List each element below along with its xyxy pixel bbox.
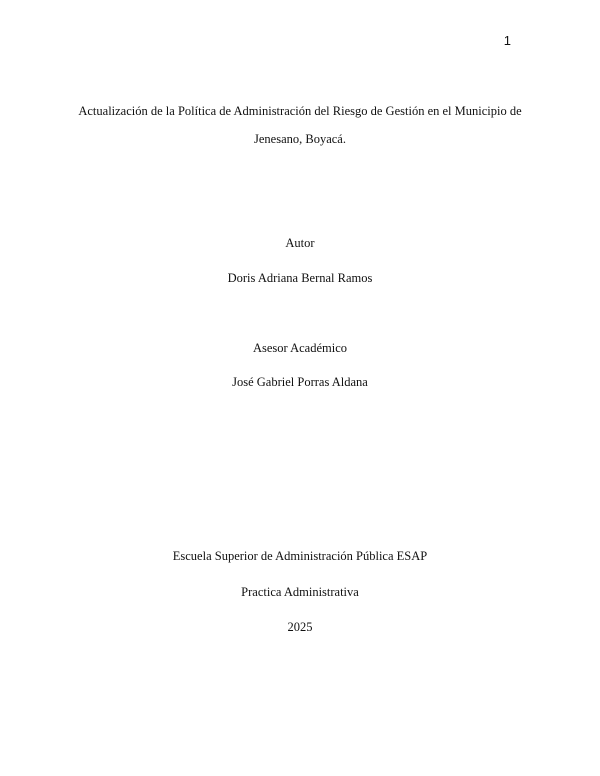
program-name: Practica Administrativa: [241, 585, 359, 599]
page-number: 1: [503, 33, 511, 48]
institution-name: Escuela Superior de Administración Pública ESAP: [172, 549, 428, 563]
advisor-label: Asesor Académico: [252, 341, 348, 355]
document-title-line-2: Jenesano, Boyacá.: [254, 132, 346, 146]
document-year: 2025: [287, 620, 313, 634]
advisor-name: José Gabriel Porras Aldana: [232, 375, 368, 389]
author-name: Doris Adriana Bernal Ramos: [227, 271, 373, 285]
document-title-line-1: Actualización de la Política de Administración del Riesgo de Gestión en el Municipio de: [78, 104, 522, 118]
author-label: Autor: [285, 236, 315, 250]
